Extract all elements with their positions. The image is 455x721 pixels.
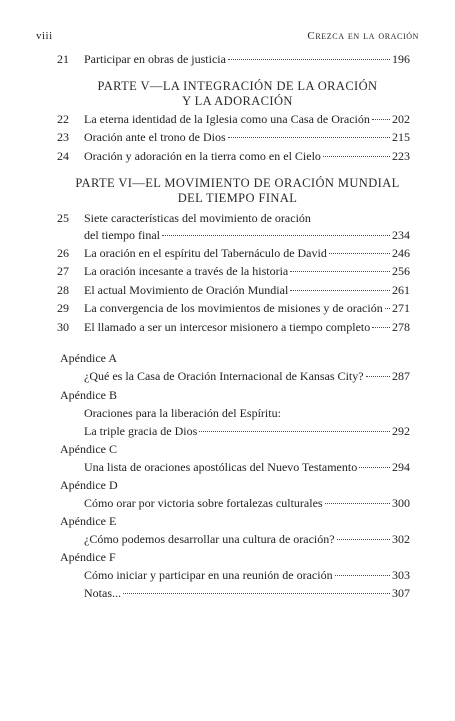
- chapter-number: 22: [57, 112, 69, 126]
- dot-leader: [228, 59, 390, 60]
- toc-entry[interactable]: [84, 52, 410, 68]
- page-ref: 287: [392, 369, 410, 383]
- page-ref: 215: [392, 130, 410, 144]
- chapter-title-line: del tiempo final: [84, 228, 160, 242]
- toc-entry[interactable]: [84, 112, 410, 128]
- page-ref: 256: [392, 264, 410, 278]
- part-heading-line: Y LA ADORACIÓN: [182, 94, 293, 108]
- part-heading: [60, 176, 415, 206]
- dot-leader: [199, 431, 390, 432]
- dot-leader: [123, 593, 390, 594]
- page-number: viii: [36, 30, 53, 42]
- toc-entry[interactable]: [84, 264, 410, 280]
- page-ref: 307: [392, 586, 410, 600]
- appendix-title: ¿Qué es la Casa de Oración Internacional de Kansas City?: [84, 369, 364, 383]
- dot-leader: [290, 271, 390, 272]
- appendix-title: Cómo iniciar y participar en una reunión de oración: [84, 568, 333, 582]
- appendix-title: Cómo orar por victoria sobre fortalezas culturales: [84, 496, 323, 510]
- part-heading: [60, 79, 415, 109]
- page-ref: 271: [392, 301, 410, 315]
- chapter-title: El actual Movimiento de Oración Mundial: [84, 283, 289, 297]
- page-ref: 261: [392, 283, 410, 297]
- chapter-number: 24: [57, 149, 69, 163]
- toc-entry[interactable]: [84, 301, 410, 317]
- appendix-label: Apéndice D: [60, 478, 118, 492]
- book-title: Crezca en la oración: [307, 30, 419, 42]
- page-ref: 223: [392, 149, 410, 163]
- page-ref: 196: [392, 52, 410, 66]
- page-ref: 278: [392, 320, 410, 334]
- toc-entry[interactable]: [84, 320, 410, 336]
- dot-leader: [335, 575, 390, 576]
- page-ref: 292: [392, 424, 410, 438]
- chapter-title: La oración en el espíritu del Tabernáculo de David: [84, 246, 327, 260]
- appendix-label: Apéndice B: [60, 388, 117, 402]
- part-heading-line: PARTE VI—EL MOVIMIENTO DE ORACIÓN MUNDIAL: [75, 176, 400, 190]
- page-ref: 202: [392, 112, 410, 126]
- page-ref: 246: [392, 246, 410, 260]
- toc-entry[interactable]: [84, 532, 410, 548]
- appendix-title-line: Oraciones para la liberación del Espíritu:: [84, 406, 281, 420]
- toc-entry[interactable]: [84, 246, 410, 262]
- toc-entry[interactable]: [84, 149, 410, 165]
- chapter-title-line: Siete características del movimiento de oración: [84, 211, 311, 225]
- toc-entry[interactable]: [84, 130, 410, 146]
- chapter-title: Oración y adoración en la tierra como en el Cielo: [84, 149, 321, 163]
- part-heading-line: PARTE V—LA INTEGRACIÓN DE LA ORACIÓN: [97, 79, 378, 93]
- chapter-number: 29: [57, 301, 69, 315]
- notes-title: Notas...: [84, 586, 121, 600]
- chapter-number: 28: [57, 283, 69, 297]
- toc-entry[interactable]: [84, 586, 410, 602]
- chapter-number: 21: [57, 52, 69, 66]
- dot-leader: [162, 235, 390, 236]
- chapter-title: El llamado a ser un intercesor misionero a tiempo completo: [84, 320, 371, 334]
- appendix-label: Apéndice F: [60, 550, 116, 564]
- dot-leader: [325, 503, 390, 504]
- appendix-label: Apéndice E: [60, 514, 117, 528]
- toc-entry[interactable]: [84, 460, 410, 476]
- toc-entry[interactable]: [84, 568, 410, 584]
- dot-leader: [372, 327, 390, 328]
- part-heading-line: DEL TIEMPO FINAL: [177, 191, 298, 205]
- dot-leader: [385, 308, 390, 309]
- chapter-title: Participar en obras de justicia: [84, 52, 226, 66]
- page-ref: 234: [392, 228, 410, 242]
- dot-leader: [366, 376, 390, 377]
- chapter-title: Oración ante el trono de Dios: [84, 130, 226, 144]
- toc-entry[interactable]: [84, 424, 410, 440]
- appendix-title: Una lista de oraciones apostólicas del Nuevo Testamento: [84, 460, 358, 474]
- appendix-label: Apéndice A: [60, 351, 117, 365]
- chapter-number: 23: [57, 130, 69, 144]
- dot-leader: [290, 290, 390, 291]
- dot-leader: [329, 253, 390, 254]
- page-ref: 294: [392, 460, 410, 474]
- dot-leader: [372, 119, 390, 120]
- page-ref: 303: [392, 568, 410, 582]
- dot-leader: [323, 156, 390, 157]
- chapter-number: 27: [57, 264, 69, 278]
- toc-entry[interactable]: [84, 283, 410, 299]
- chapter-title: La oración incesante a través de la historia: [84, 264, 289, 278]
- chapter-number: 30: [57, 320, 69, 334]
- chapter-number: 26: [57, 246, 69, 260]
- toc-entry[interactable]: [84, 496, 410, 512]
- dot-leader: [359, 467, 390, 468]
- appendix-label: Apéndice C: [60, 442, 117, 456]
- dot-leader: [337, 539, 390, 540]
- toc-entry[interactable]: [84, 228, 410, 244]
- page-ref: 300: [392, 496, 410, 510]
- chapter-number: 25: [57, 211, 69, 225]
- appendix-title: ¿Cómo podemos desarrollar una cultura de oración?: [84, 532, 335, 546]
- page-ref: 302: [392, 532, 410, 546]
- toc-entry[interactable]: [84, 369, 410, 385]
- running-head: [36, 30, 419, 44]
- appendix-title-line: La triple gracia de Dios: [84, 424, 198, 438]
- dot-leader: [228, 137, 390, 138]
- chapter-title: La eterna identidad de la Iglesia como una Casa de Oración: [84, 112, 370, 126]
- chapter-title: La convergencia de los movimientos de misiones y de oración: [84, 301, 383, 315]
